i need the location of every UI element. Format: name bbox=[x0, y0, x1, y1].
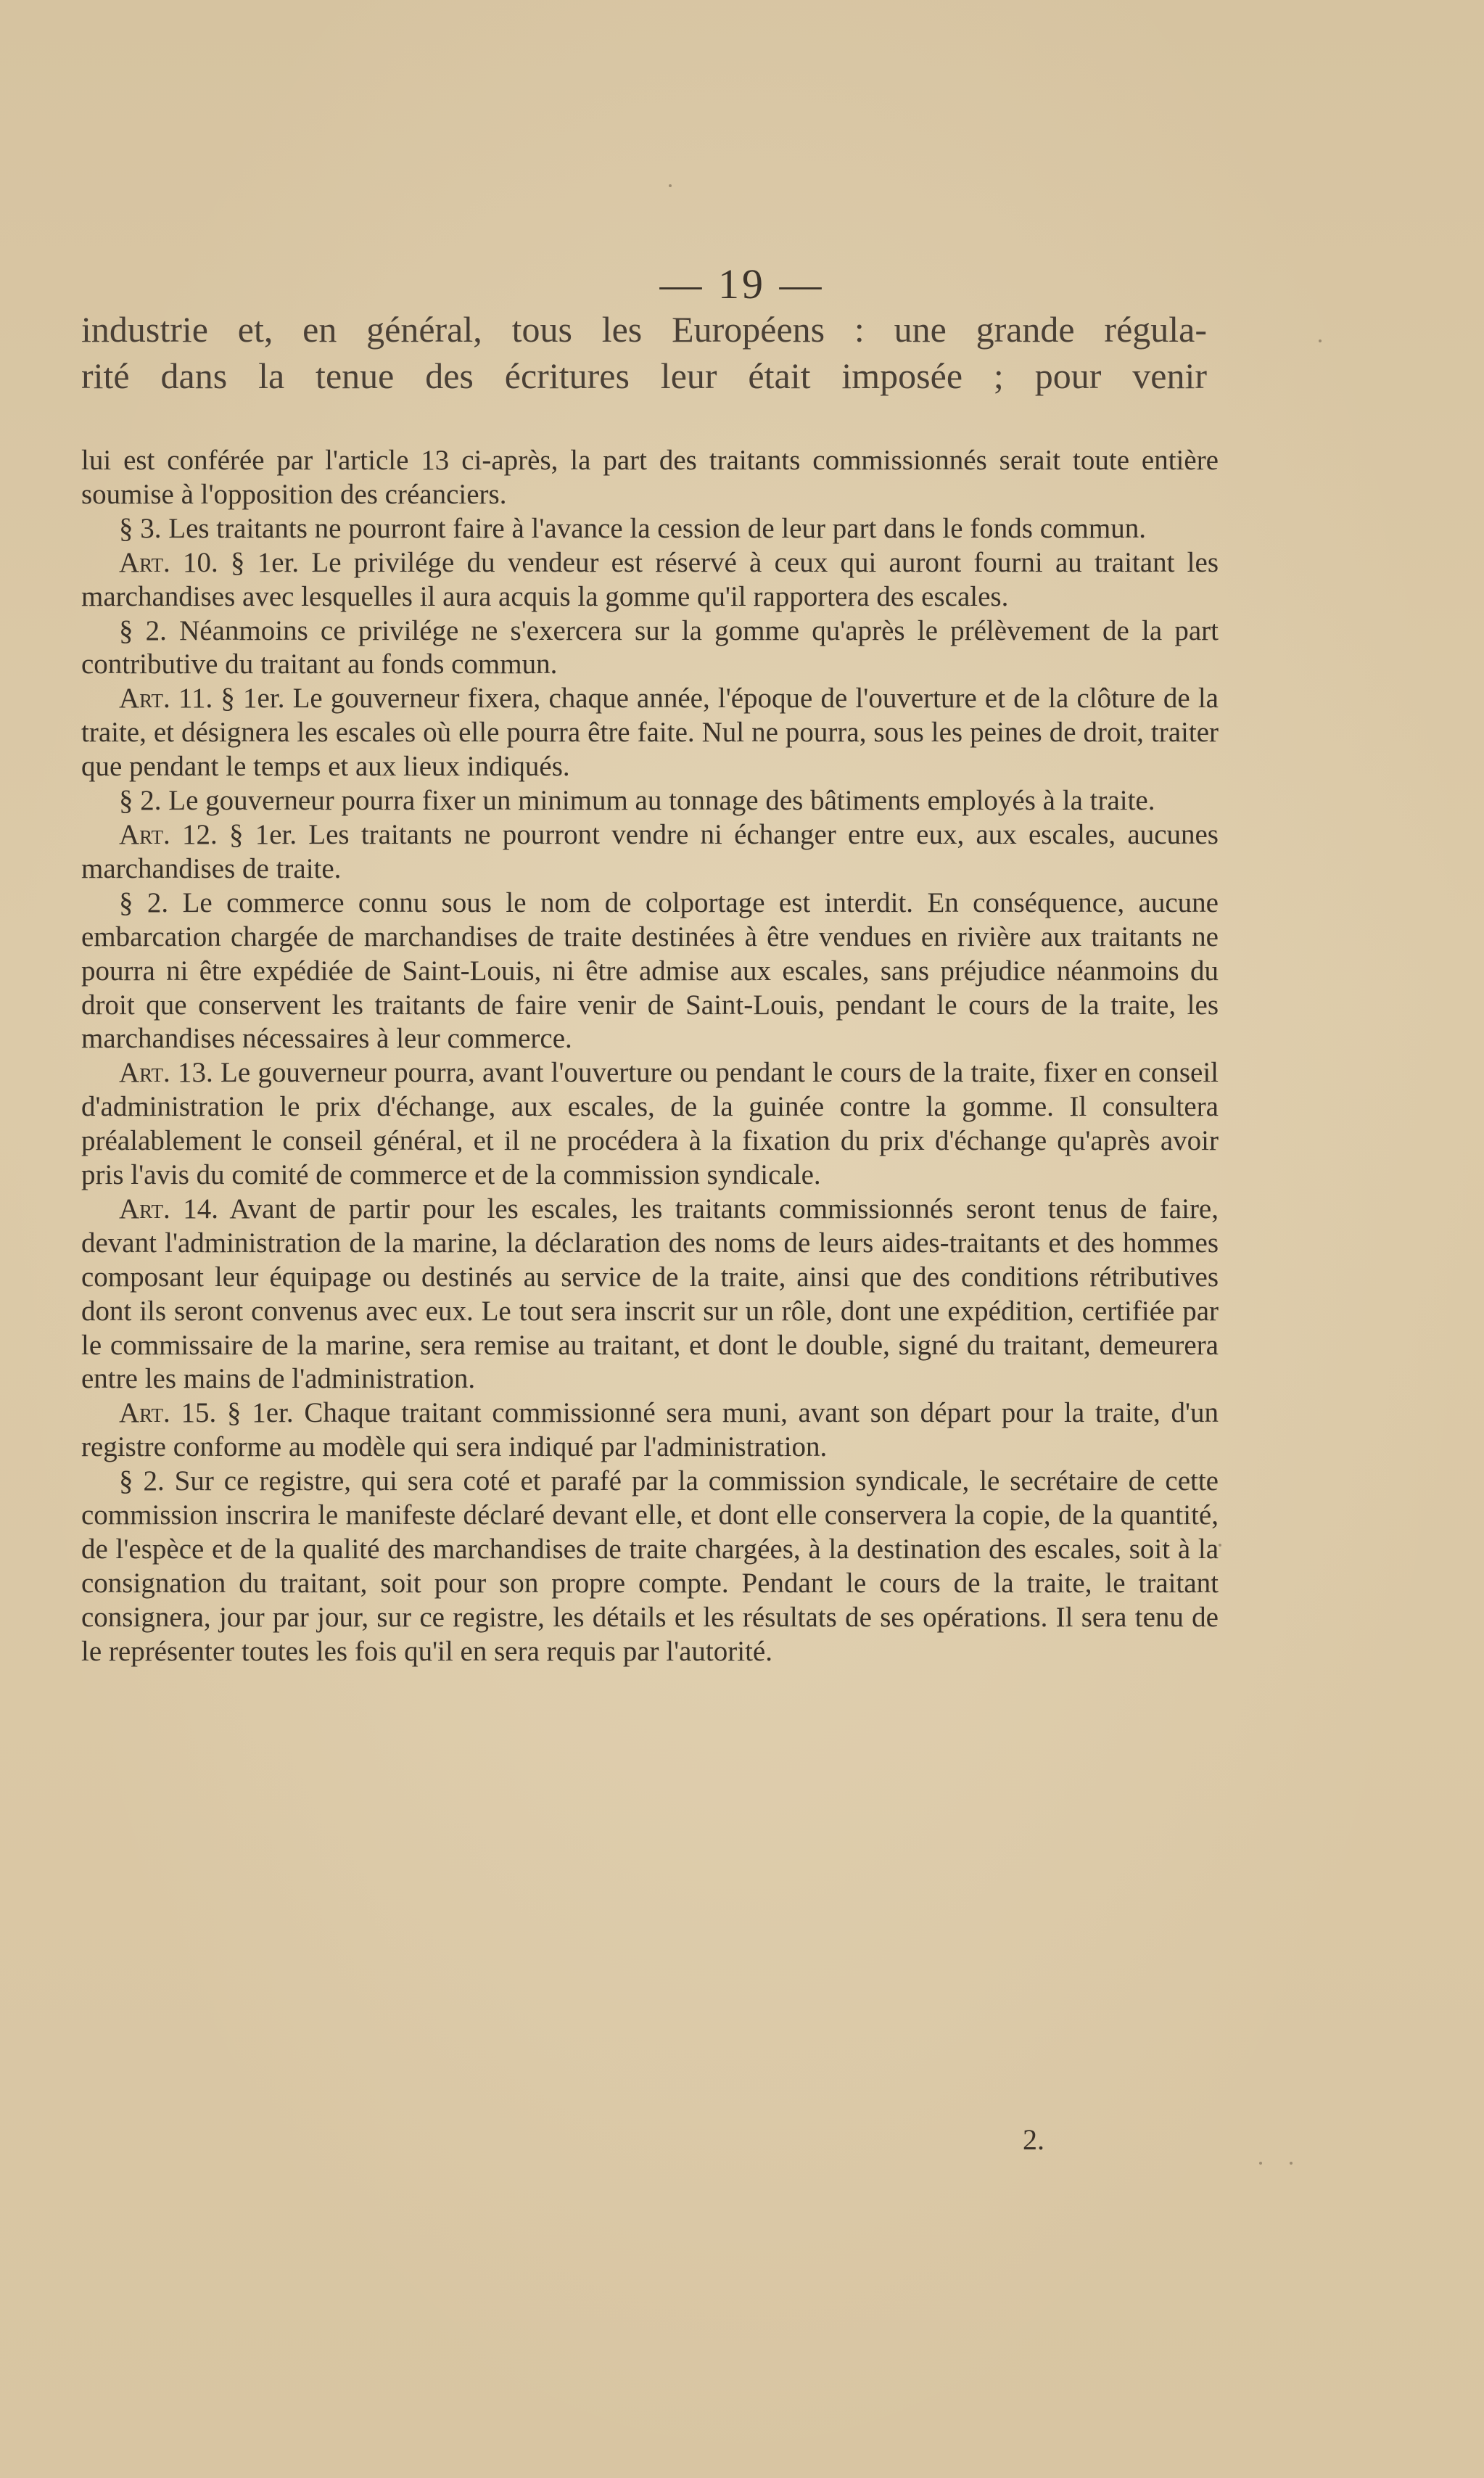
paragraph-text: § 2. Néanmoins ce privilége ne s'exercera sur la gomme qu'après le prélèvement de la part contributive du traitant au fonds commun. bbox=[81, 614, 1219, 680]
paragraph-text: 14. Avant de partir pour les escales, les traitants commissionnés seront tenus de faire, devant l'administration de la marine, la déclaration des noms de leurs aides-traitants et des hommes composant leur équipage ou destinés au service de la traite, ainsi que des conditions rétributives dont ils seront convenus avec eux. Le tout sera inscrit sur un rôle, dont une expédition, certifiée par le commissaire de la marine, sera remise au traitant, et dont le double, signé du traitant, demeurera entre les mains de l'administration. bbox=[81, 1193, 1219, 1395]
article-paragraph bbox=[81, 1465, 1219, 1668]
paper-speck bbox=[669, 184, 672, 187]
paper-speck bbox=[1290, 2162, 1293, 2165]
article-paragraph bbox=[81, 614, 1219, 683]
article-paragraph bbox=[81, 818, 1219, 886]
paper-speck bbox=[1219, 1544, 1221, 1547]
article-label: Art. bbox=[119, 683, 170, 715]
article-paragraph bbox=[81, 886, 1219, 1057]
paper-speck bbox=[1319, 339, 1322, 342]
article-paragraph bbox=[81, 1056, 1219, 1193]
page-number: — 19 — bbox=[659, 260, 825, 308]
paper-speck bbox=[1259, 2162, 1262, 2165]
paragraph-text: § 2. Sur ce registre, qui sera coté et parafé par la commission syndicale, le secrétaire de cette commission inscrira le manifeste déclaré devant elle, et dont elle conservera la copie, de la quantité, de l'espèce et de la qualité des marchandises de traite chargées, à la destination des escales, soit à la consignation du traitant, soit pour son propre compte. Pendant le cours de la traite, le traitant consignera, jour par jour, sur ce registre, les détails et les résultats de ses opérations. Il sera tenu de le représenter toutes les fois qu'il en sera requis par l'autorité. bbox=[81, 1465, 1219, 1667]
article-label: Art. bbox=[119, 1193, 170, 1224]
intro-text bbox=[81, 306, 1207, 399]
paragraph-text: 11. § 1er. Le gouverneur fixera, chaque année, l'époque de l'ouverture et de la clôture de la traite, et désignera les escales où elle pourra être faite. Nul ne pourra, sous les peines de droit, traiter que pendant le temps et aux lieux indiqués. bbox=[81, 683, 1219, 783]
paragraph-text: 15. § 1er. Chaque traitant commissionné sera muni, avant son départ pour la traite, d'un registre conforme au modèle qui sera indiqué par l'administration. bbox=[81, 1397, 1219, 1463]
article-label: Art. bbox=[119, 818, 170, 850]
article-paragraph bbox=[81, 444, 1219, 512]
article-label: Art. bbox=[119, 1057, 170, 1089]
paragraph-text: lui est conférée par l'article 13 ci-après, la part des traitants commissionnés serait toute entière soumise à l'opposition des créanciers. bbox=[81, 445, 1219, 510]
intro-line: rité dans la tenue des écritures leur était imposée ; pour venir bbox=[81, 355, 1207, 396]
intro-line: industrie et, en général, tous les Européens : une grande régula- bbox=[81, 309, 1207, 350]
paragraph-text: 12. § 1er. Les traitants ne pourront vendre ni échanger entre eux, aux escales, aucunes marchandises de traite. bbox=[81, 818, 1219, 884]
article-paragraph bbox=[81, 546, 1219, 614]
article-paragraph bbox=[81, 512, 1219, 546]
article-paragraph bbox=[81, 1193, 1219, 1396]
signature-mark: 2. bbox=[1023, 2123, 1044, 2156]
paragraph-text: 13. Le gouverneur pourra, avant l'ouverture ou pendant le cours de la traite, fixer en conseil d'administration le prix d'échange, aux escales, de la guinée contre la gomme. Il consultera préalablement le conseil général, et il ne procédera à la fixation du prix d'échange qu'après avoir pris l'avis du comité de commerce et de la commission syndicale. bbox=[81, 1057, 1219, 1191]
article-label: Art. bbox=[119, 546, 170, 578]
article-label: Art. bbox=[119, 1397, 170, 1429]
paragraph-text: § 2. Le commerce connu sous le nom de colportage est interdit. En conséquence, aucune embarcation chargée de marchandises de traite destinées à être vendues en rivière aux traitants ne pourra ni être expédiée de Saint-Louis, ni être admise aux escales, sans préjudice néanmoins du droit que conservent les traitants de faire venir de Saint-Louis, pendant le cours de la traite, les marchandises nécessaires à leur commerce. bbox=[81, 886, 1219, 1055]
paragraph-text: § 2. Le gouverneur pourra fixer un minimum au tonnage des bâtiments employés à la traite. bbox=[119, 785, 1155, 817]
paragraph-text: § 3. Les traitants ne pourront faire à l'avance la cession de leur part dans le fonds commun. bbox=[119, 512, 1146, 544]
article-paragraph bbox=[81, 784, 1219, 818]
article-paragraph bbox=[81, 682, 1219, 784]
paragraph-text: 10. § 1er. Le privilége du vendeur est réservé à ceux qui auront fourni au traitant les marchandises avec lesquelles il aura acquis la gomme qu'il rapportera des escales. bbox=[81, 546, 1219, 612]
body-text bbox=[81, 444, 1219, 1669]
article-paragraph bbox=[81, 1396, 1219, 1465]
